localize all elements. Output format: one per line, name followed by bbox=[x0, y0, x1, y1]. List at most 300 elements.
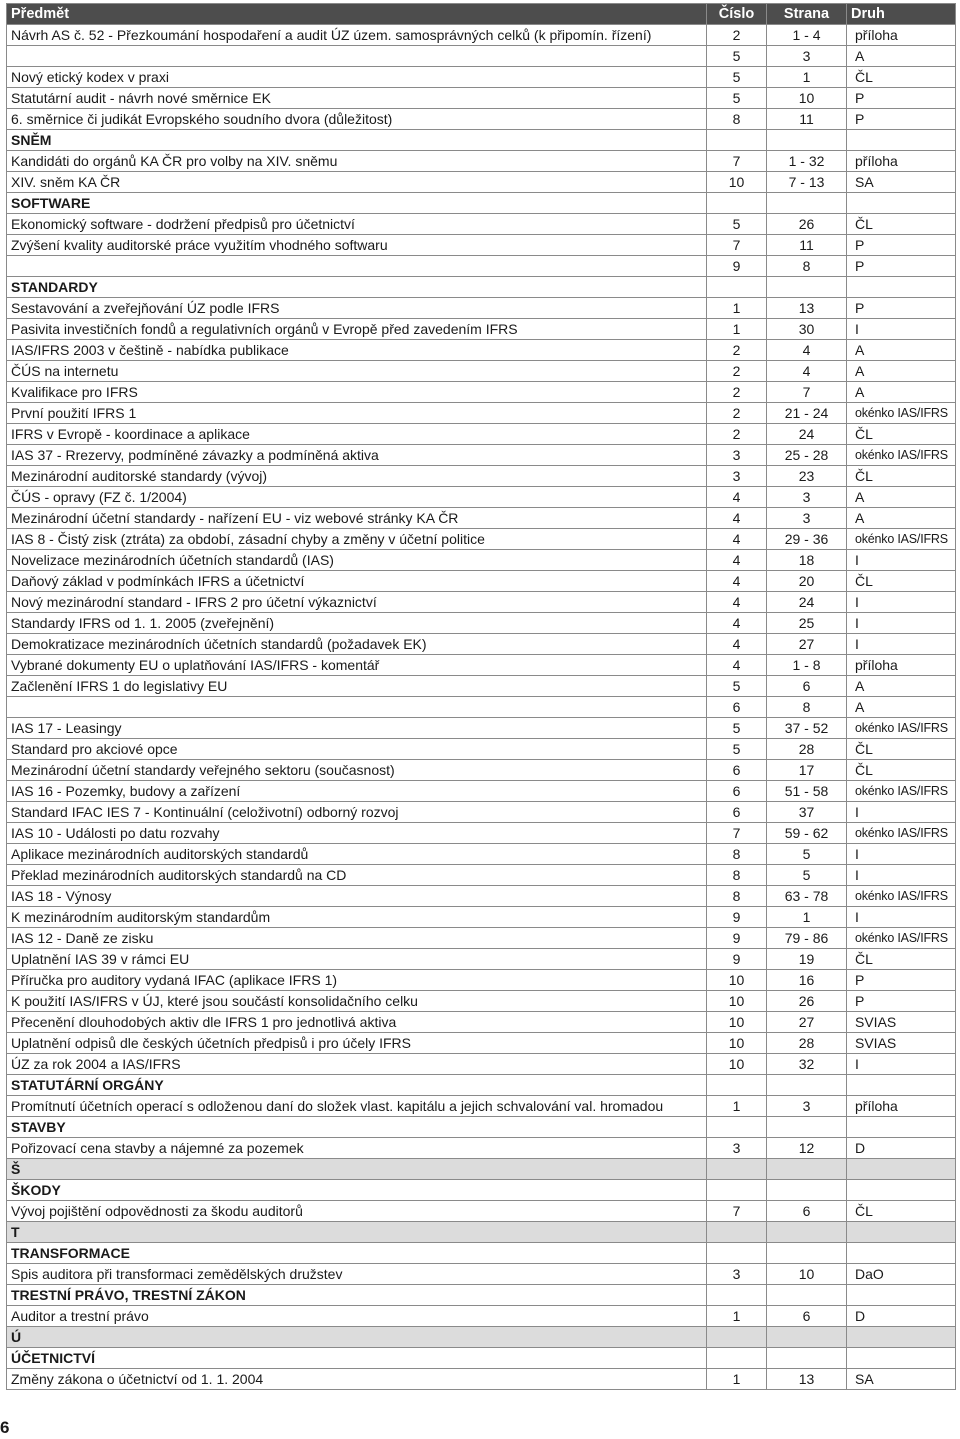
cell-type: okénko IAS/IFRS bbox=[847, 928, 956, 949]
table-row bbox=[7, 487, 956, 508]
cell-type: A bbox=[847, 508, 956, 529]
cell-type: ČL bbox=[847, 67, 956, 88]
cell-number: 10 bbox=[707, 1012, 767, 1033]
cell-number bbox=[707, 1327, 767, 1348]
cell-number: 8 bbox=[707, 865, 767, 886]
cell-subject: Mezinárodní účetní standardy veřejného sektoru (současnost) bbox=[7, 760, 707, 781]
cell-page bbox=[767, 1222, 847, 1243]
cell-number: 4 bbox=[707, 613, 767, 634]
cell-number: 1 bbox=[707, 298, 767, 319]
cell-number: 4 bbox=[707, 487, 767, 508]
cell-page: 5 bbox=[767, 865, 847, 886]
cell-page: 20 bbox=[767, 571, 847, 592]
cell-number: 9 bbox=[707, 949, 767, 970]
cell-subject: Standardy IFRS od 1. 1. 2005 (zveřejnění) bbox=[7, 613, 707, 634]
cell-type: ČL bbox=[847, 424, 956, 445]
table-row bbox=[7, 676, 956, 697]
table-row bbox=[7, 844, 956, 865]
table-row bbox=[7, 298, 956, 319]
cell-number: 3 bbox=[707, 1264, 767, 1285]
cell-page: 3 bbox=[767, 1096, 847, 1117]
cell-number: 4 bbox=[707, 634, 767, 655]
cell-page: 5 bbox=[767, 844, 847, 865]
cell-page: 30 bbox=[767, 319, 847, 340]
cell-page: 24 bbox=[767, 592, 847, 613]
cell-number bbox=[707, 1075, 767, 1096]
table-row bbox=[7, 697, 956, 718]
cell-subject: Návrh AS č. 52 - Přezkoumání hospodaření a audit ÚZ územ. samosprávných celků (k připomín. řízení) bbox=[7, 25, 707, 46]
cell-number: 4 bbox=[707, 529, 767, 550]
cell-subject: ČÚS na internetu bbox=[7, 361, 707, 382]
section-row bbox=[7, 1285, 956, 1306]
cell-number: 5 bbox=[707, 676, 767, 697]
table-row bbox=[7, 361, 956, 382]
cell-type: I bbox=[847, 907, 956, 928]
cell-number: 9 bbox=[707, 928, 767, 949]
cell-type bbox=[847, 130, 956, 151]
cell-type: P bbox=[847, 256, 956, 277]
cell-page: 17 bbox=[767, 760, 847, 781]
cell-type: okénko IAS/IFRS bbox=[847, 781, 956, 802]
cell-number: 10 bbox=[707, 991, 767, 1012]
cell-page: 1 bbox=[767, 67, 847, 88]
cell-page: 8 bbox=[767, 256, 847, 277]
table-row bbox=[7, 991, 956, 1012]
cell-number bbox=[707, 1243, 767, 1264]
cell-type: I bbox=[847, 802, 956, 823]
table-row bbox=[7, 760, 956, 781]
cell-type: okénko IAS/IFRS bbox=[847, 529, 956, 550]
section-row bbox=[7, 277, 956, 298]
cell-type: P bbox=[847, 88, 956, 109]
cell-type: okénko IAS/IFRS bbox=[847, 823, 956, 844]
cell-type: ČL bbox=[847, 949, 956, 970]
cell-page: 1 - 8 bbox=[767, 655, 847, 676]
table-row bbox=[7, 1012, 956, 1033]
cell-number: 9 bbox=[707, 256, 767, 277]
table-row bbox=[7, 865, 956, 886]
cell-type: I bbox=[847, 865, 956, 886]
cell-number bbox=[707, 277, 767, 298]
cell-number: 6 bbox=[707, 760, 767, 781]
table-row bbox=[7, 550, 956, 571]
cell-number: 7 bbox=[707, 823, 767, 844]
table-row bbox=[7, 1096, 956, 1117]
table-row bbox=[7, 172, 956, 193]
table-row bbox=[7, 46, 956, 67]
cell-page: 32 bbox=[767, 1054, 847, 1075]
cell-page: 7 - 13 bbox=[767, 172, 847, 193]
cell-number: 3 bbox=[707, 445, 767, 466]
cell-page: 37 - 52 bbox=[767, 718, 847, 739]
table-row bbox=[7, 382, 956, 403]
cell-subject: Ú bbox=[7, 1327, 707, 1348]
cell-number: 5 bbox=[707, 739, 767, 760]
cell-page: 25 bbox=[767, 613, 847, 634]
cell-number: 2 bbox=[707, 340, 767, 361]
cell-type: příloha bbox=[847, 655, 956, 676]
section-row bbox=[7, 1348, 956, 1369]
table-row bbox=[7, 25, 956, 46]
table-row bbox=[7, 886, 956, 907]
cell-subject bbox=[7, 256, 707, 277]
table-row bbox=[7, 634, 956, 655]
cell-page: 28 bbox=[767, 739, 847, 760]
table-body bbox=[7, 25, 956, 1390]
cell-subject: IAS 18 - Výnosy bbox=[7, 886, 707, 907]
letter-divider-row bbox=[7, 1327, 956, 1348]
cell-subject: IAS/IFRS 2003 v češtině - nabídka publikace bbox=[7, 340, 707, 361]
cell-page: 7 bbox=[767, 382, 847, 403]
cell-page: 3 bbox=[767, 46, 847, 67]
table-row bbox=[7, 1138, 956, 1159]
cell-type bbox=[847, 1243, 956, 1264]
cell-page bbox=[767, 1243, 847, 1264]
cell-number bbox=[707, 1285, 767, 1306]
cell-subject: K použití IAS/IFRS v ÚJ, které jsou součástí konsolidačního celku bbox=[7, 991, 707, 1012]
cell-subject: Pořizovací cena stavby a nájemné za pozemek bbox=[7, 1138, 707, 1159]
table-row bbox=[7, 613, 956, 634]
cell-subject: TRANSFORMACE bbox=[7, 1243, 707, 1264]
cell-number: 5 bbox=[707, 88, 767, 109]
cell-page: 3 bbox=[767, 508, 847, 529]
cell-number: 2 bbox=[707, 403, 767, 424]
cell-subject: STANDARDY bbox=[7, 277, 707, 298]
cell-number: 5 bbox=[707, 718, 767, 739]
table-row bbox=[7, 466, 956, 487]
cell-number: 6 bbox=[707, 802, 767, 823]
index-table bbox=[6, 3, 956, 1390]
cell-page: 21 - 24 bbox=[767, 403, 847, 424]
cell-number: 10 bbox=[707, 1054, 767, 1075]
cell-number: 2 bbox=[707, 25, 767, 46]
cell-number: 3 bbox=[707, 466, 767, 487]
cell-subject: SOFTWARE bbox=[7, 193, 707, 214]
cell-page bbox=[767, 1180, 847, 1201]
cell-page: 59 - 62 bbox=[767, 823, 847, 844]
cell-number: 1 bbox=[707, 1306, 767, 1327]
cell-type: okénko IAS/IFRS bbox=[847, 718, 956, 739]
cell-subject: Ekonomický software - dodržení předpisů pro účetnictví bbox=[7, 214, 707, 235]
table-row bbox=[7, 571, 956, 592]
table-row bbox=[7, 1201, 956, 1222]
cell-subject: Kandidáti do orgánů KA ČR pro volby na XIV. sněmu bbox=[7, 151, 707, 172]
section-row bbox=[7, 1117, 956, 1138]
cell-subject: IFRS v Evropě - koordinace a aplikace bbox=[7, 424, 707, 445]
cell-page: 27 bbox=[767, 634, 847, 655]
cell-subject: Začlenění IFRS 1 do legislativy EU bbox=[7, 676, 707, 697]
cell-type: I bbox=[847, 550, 956, 571]
table-row bbox=[7, 529, 956, 550]
table-row bbox=[7, 1369, 956, 1390]
cell-number: 4 bbox=[707, 655, 767, 676]
cell-subject: Pasivita investičních fondů a regulativních orgánů v Evropě před zavedením IFRS bbox=[7, 319, 707, 340]
cell-number: 7 bbox=[707, 1201, 767, 1222]
cell-subject: Příručka pro auditory vydaná IFAC (aplikace IFRS 1) bbox=[7, 970, 707, 991]
cell-page bbox=[767, 1075, 847, 1096]
letter-divider-row bbox=[7, 1159, 956, 1180]
cell-page: 1 - 4 bbox=[767, 25, 847, 46]
cell-subject: IAS 12 - Daně ze zisku bbox=[7, 928, 707, 949]
cell-type: P bbox=[847, 970, 956, 991]
cell-subject: Mezinárodní auditorské standardy (vývoj) bbox=[7, 466, 707, 487]
cell-number: 5 bbox=[707, 214, 767, 235]
cell-number: 10 bbox=[707, 970, 767, 991]
cell-page bbox=[767, 1159, 847, 1180]
cell-subject: STAVBY bbox=[7, 1117, 707, 1138]
cell-page: 29 - 36 bbox=[767, 529, 847, 550]
table-header-row bbox=[7, 4, 956, 25]
cell-subject: Sestavování a zveřejňování ÚZ podle IFRS bbox=[7, 298, 707, 319]
cell-page: 24 bbox=[767, 424, 847, 445]
cell-subject: Aplikace mezinárodních auditorských standardů bbox=[7, 844, 707, 865]
cell-type: A bbox=[847, 361, 956, 382]
cell-page: 11 bbox=[767, 109, 847, 130]
cell-subject: Nový mezinárodní standard - IFRS 2 pro účetní výkaznictví bbox=[7, 592, 707, 613]
cell-subject: ČÚS - opravy (FZ č. 1/2004) bbox=[7, 487, 707, 508]
table-row bbox=[7, 256, 956, 277]
cell-type bbox=[847, 1285, 956, 1306]
cell-page: 16 bbox=[767, 970, 847, 991]
cell-page: 51 - 58 bbox=[767, 781, 847, 802]
cell-number: 8 bbox=[707, 844, 767, 865]
cell-subject: XIV. sněm KA ČR bbox=[7, 172, 707, 193]
cell-page: 27 bbox=[767, 1012, 847, 1033]
cell-type bbox=[847, 1117, 956, 1138]
table-row bbox=[7, 1054, 956, 1075]
cell-type: I bbox=[847, 319, 956, 340]
cell-type bbox=[847, 1159, 956, 1180]
cell-number: 8 bbox=[707, 109, 767, 130]
cell-subject: IAS 17 - Leasingy bbox=[7, 718, 707, 739]
cell-subject: ŠKODY bbox=[7, 1180, 707, 1201]
cell-type: příloha bbox=[847, 1096, 956, 1117]
table-row bbox=[7, 340, 956, 361]
cell-type: I bbox=[847, 1054, 956, 1075]
cell-type bbox=[847, 1180, 956, 1201]
cell-subject: Standard IFAC IES 7 - Kontinuální (celoživotní) odborný rozvoj bbox=[7, 802, 707, 823]
cell-subject: ÚČETNICTVÍ bbox=[7, 1348, 707, 1369]
cell-page bbox=[767, 1117, 847, 1138]
cell-number: 4 bbox=[707, 592, 767, 613]
cell-number: 5 bbox=[707, 67, 767, 88]
cell-subject: Daňový základ v podmínkách IFRS a účetnictví bbox=[7, 571, 707, 592]
table-row bbox=[7, 1033, 956, 1054]
cell-type: ČL bbox=[847, 571, 956, 592]
cell-subject: Vývoj pojištění odpovědnosti za škodu auditorů bbox=[7, 1201, 707, 1222]
cell-page bbox=[767, 277, 847, 298]
cell-number: 4 bbox=[707, 550, 767, 571]
cell-type: I bbox=[847, 844, 956, 865]
table-row bbox=[7, 319, 956, 340]
cell-subject: Vybrané dokumenty EU o uplatňování IAS/IFRS - komentář bbox=[7, 655, 707, 676]
cell-type: I bbox=[847, 592, 956, 613]
cell-type: P bbox=[847, 991, 956, 1012]
cell-subject: Zvýšení kvality auditorské práce využitím vhodného softwaru bbox=[7, 235, 707, 256]
cell-page: 18 bbox=[767, 550, 847, 571]
cell-page: 6 bbox=[767, 1306, 847, 1327]
cell-type: A bbox=[847, 340, 956, 361]
table-row bbox=[7, 970, 956, 991]
table-row bbox=[7, 67, 956, 88]
table-row bbox=[7, 739, 956, 760]
cell-number bbox=[707, 1117, 767, 1138]
table-row bbox=[7, 1264, 956, 1285]
header-number: Číslo bbox=[707, 4, 767, 25]
cell-subject: Standard pro akciové opce bbox=[7, 739, 707, 760]
cell-number bbox=[707, 1180, 767, 1201]
cell-subject: Auditor a trestní právo bbox=[7, 1306, 707, 1327]
cell-type: ČL bbox=[847, 760, 956, 781]
cell-page: 19 bbox=[767, 949, 847, 970]
cell-number: 7 bbox=[707, 235, 767, 256]
cell-subject: IAS 16 - Pozemky, budovy a zařízení bbox=[7, 781, 707, 802]
cell-number: 5 bbox=[707, 46, 767, 67]
cell-subject bbox=[7, 697, 707, 718]
cell-type: okénko IAS/IFRS bbox=[847, 886, 956, 907]
table-row bbox=[7, 928, 956, 949]
cell-number: 9 bbox=[707, 907, 767, 928]
cell-number bbox=[707, 1348, 767, 1369]
cell-page: 23 bbox=[767, 466, 847, 487]
cell-type: P bbox=[847, 109, 956, 130]
cell-type: SVIAS bbox=[847, 1033, 956, 1054]
cell-subject: Novelizace mezinárodních účetních standardů (IAS) bbox=[7, 550, 707, 571]
header-page: Strana bbox=[767, 4, 847, 25]
cell-subject: TRESTNÍ PRÁVO, TRESTNÍ ZÁKON bbox=[7, 1285, 707, 1306]
cell-type: příloha bbox=[847, 151, 956, 172]
cell-type: A bbox=[847, 382, 956, 403]
cell-number bbox=[707, 193, 767, 214]
cell-page: 25 - 28 bbox=[767, 445, 847, 466]
cell-page: 13 bbox=[767, 1369, 847, 1390]
cell-type: P bbox=[847, 298, 956, 319]
table-row bbox=[7, 424, 956, 445]
table-row bbox=[7, 508, 956, 529]
section-row bbox=[7, 193, 956, 214]
cell-page: 1 bbox=[767, 907, 847, 928]
cell-number: 1 bbox=[707, 1096, 767, 1117]
cell-page: 10 bbox=[767, 1264, 847, 1285]
cell-subject: Přecenění dlouhodobých aktiv dle IFRS 1 pro jednotlivá aktiva bbox=[7, 1012, 707, 1033]
table-row bbox=[7, 823, 956, 844]
table-row bbox=[7, 403, 956, 424]
cell-number: 6 bbox=[707, 697, 767, 718]
cell-page: 4 bbox=[767, 361, 847, 382]
cell-number: 3 bbox=[707, 1138, 767, 1159]
cell-page: 1 - 32 bbox=[767, 151, 847, 172]
cell-page bbox=[767, 130, 847, 151]
cell-number: 2 bbox=[707, 361, 767, 382]
cell-subject: Uplatnění odpisů dle českých účetních předpisů i pro účely IFRS bbox=[7, 1033, 707, 1054]
cell-type: D bbox=[847, 1306, 956, 1327]
cell-type: I bbox=[847, 634, 956, 655]
cell-page: 28 bbox=[767, 1033, 847, 1054]
cell-type: D bbox=[847, 1138, 956, 1159]
cell-page: 6 bbox=[767, 1201, 847, 1222]
cell-subject: K mezinárodním auditorským standardům bbox=[7, 907, 707, 928]
table-row bbox=[7, 949, 956, 970]
cell-page: 26 bbox=[767, 214, 847, 235]
cell-page: 63 - 78 bbox=[767, 886, 847, 907]
cell-page: 12 bbox=[767, 1138, 847, 1159]
table-row bbox=[7, 781, 956, 802]
table-row bbox=[7, 802, 956, 823]
cell-type: ČL bbox=[847, 1201, 956, 1222]
section-row bbox=[7, 1180, 956, 1201]
cell-page: 4 bbox=[767, 340, 847, 361]
cell-page: 10 bbox=[767, 88, 847, 109]
cell-type: SA bbox=[847, 172, 956, 193]
section-row bbox=[7, 1243, 956, 1264]
table-row bbox=[7, 907, 956, 928]
cell-page bbox=[767, 1348, 847, 1369]
cell-type bbox=[847, 1348, 956, 1369]
table-row bbox=[7, 214, 956, 235]
cell-number: 7 bbox=[707, 151, 767, 172]
cell-type bbox=[847, 277, 956, 298]
cell-number: 4 bbox=[707, 571, 767, 592]
cell-type: příloha bbox=[847, 25, 956, 46]
cell-type bbox=[847, 1327, 956, 1348]
cell-subject: Překlad mezinárodních auditorských standardů na CD bbox=[7, 865, 707, 886]
cell-number: 1 bbox=[707, 319, 767, 340]
cell-subject: Demokratizace mezinárodních účetních standardů (požadavek EK) bbox=[7, 634, 707, 655]
cell-type: A bbox=[847, 676, 956, 697]
cell-type: ČL bbox=[847, 466, 956, 487]
table-row bbox=[7, 655, 956, 676]
cell-number: 10 bbox=[707, 1033, 767, 1054]
cell-number bbox=[707, 1159, 767, 1180]
cell-type: A bbox=[847, 46, 956, 67]
cell-number bbox=[707, 130, 767, 151]
table-row bbox=[7, 718, 956, 739]
cell-number: 1 bbox=[707, 1369, 767, 1390]
cell-subject: Spis auditora při transformaci zemědělských družstev bbox=[7, 1264, 707, 1285]
cell-type bbox=[847, 193, 956, 214]
cell-subject: IAS 37 - Rrezervy, podmíněné závazky a podmíněná aktiva bbox=[7, 445, 707, 466]
cell-subject: IAS 8 - Čistý zisk (ztráta) za období, zásadní chyby a změny v účetní politice bbox=[7, 529, 707, 550]
letter-divider-row bbox=[7, 1222, 956, 1243]
header-type: Druh bbox=[847, 4, 956, 25]
cell-type: I bbox=[847, 613, 956, 634]
table-row bbox=[7, 1306, 956, 1327]
cell-subject: Kvalifikace pro IFRS bbox=[7, 382, 707, 403]
cell-subject: Statutární audit - návrh nové směrnice EK bbox=[7, 88, 707, 109]
table-row bbox=[7, 151, 956, 172]
table-row bbox=[7, 88, 956, 109]
cell-subject: STATUTÁRNÍ ORGÁNY bbox=[7, 1075, 707, 1096]
cell-number: 6 bbox=[707, 781, 767, 802]
cell-type: ČL bbox=[847, 214, 956, 235]
cell-subject: První použití IFRS 1 bbox=[7, 403, 707, 424]
cell-subject: T bbox=[7, 1222, 707, 1243]
table-row bbox=[7, 592, 956, 613]
cell-number bbox=[707, 1222, 767, 1243]
header-subject: Předmět bbox=[7, 4, 707, 25]
cell-subject: 6. směrnice či judikát Evropského soudního dvora (důležitost) bbox=[7, 109, 707, 130]
cell-subject: IAS 10 - Události po datu rozvahy bbox=[7, 823, 707, 844]
section-row bbox=[7, 130, 956, 151]
cell-type: okénko IAS/IFRS bbox=[847, 445, 956, 466]
cell-type: A bbox=[847, 487, 956, 508]
cell-type: SVIAS bbox=[847, 1012, 956, 1033]
cell-number: 4 bbox=[707, 508, 767, 529]
cell-subject: ÚZ za rok 2004 a IAS/IFRS bbox=[7, 1054, 707, 1075]
table-row bbox=[7, 445, 956, 466]
cell-subject: Mezinárodní účetní standardy - nařízení EU - viz webové stránky KA ČR bbox=[7, 508, 707, 529]
cell-type: SA bbox=[847, 1369, 956, 1390]
